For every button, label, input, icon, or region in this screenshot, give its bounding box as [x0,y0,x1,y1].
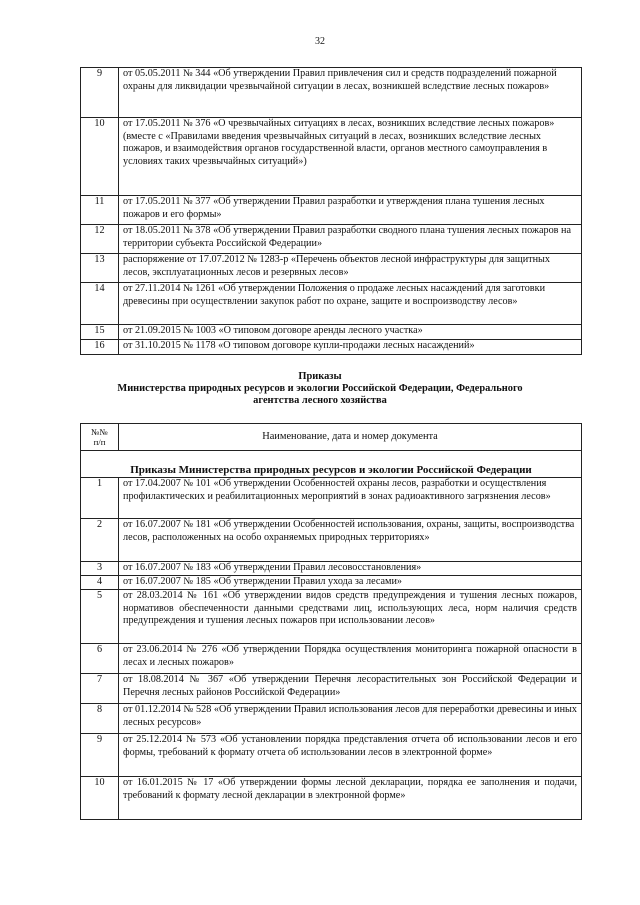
row-number: 14 [81,283,119,325]
table-row [81,283,582,325]
document-title: от 16.07.2007 № 181 «Об утверждении Особенностей использования, охраны, защиты, воспроизводства лесов, расположенных на особо охраняемых природных территориях» [119,519,582,562]
government-decrees-table [80,67,582,355]
table-row [81,704,582,734]
section-heading [0,371,640,408]
header-number-cell [81,424,119,451]
heading-line: агентства лесного хозяйства [253,395,387,407]
table-row [81,68,582,118]
table-row [81,325,582,340]
document-title: от 17.05.2011 № 376 «О чрезвычайных ситуациях в лесах, возникших вследствие лесных пожаров» (вместе с «Правилами введения чрезвычайных ситуаций в лесах, возникших вследствие лесных пожаров, и взаимодействия органов государственной власти, органов местного самоуправления в условиях таких чрезвычайных ситуаций») [119,118,582,196]
document-title: от 17.05.2011 № 377 «Об утверждении Правил разработки и утверждения плана тушения лесных пожаров и его формы» [119,196,582,225]
table-header-row [81,424,582,451]
row-number: 12 [81,225,119,254]
table-row [81,562,582,576]
table-row [81,674,582,704]
header-number-sublabel: п/п [93,437,106,447]
document-title: от 17.04.2007 № 101 «Об утверждении Особенностей охраны лесов, разработки и осуществления профилактических и реабилитационных мероприятий в зонах радиоактивного загрязнения лесов» [119,478,582,519]
document-title: от 21.09.2015 № 1003 «О типовом договоре аренды лесного участка» [119,325,582,340]
document-title: от 18.05.2011 № 378 «Об утверждении Правил разработки сводного плана тушения лесных пожаров на территории субъекта Российской Федерации» [119,225,582,254]
table-row [81,777,582,820]
table-row [81,576,582,590]
row-number: 15 [81,325,119,340]
document-title: от 27.11.2014 № 1261 «Об утверждении Положения о продаже лесных насаждений для заготовки древесины при осуществлении закупок работ по охране, защите и воспроизводству лесов» [119,283,582,325]
row-number: 16 [81,340,119,355]
document-title: от 18.08.2014 № 367 «Об утверждении Перечня лесорастительных зон Российской Федерации и Перечня лесных районов Российской Федерации» [119,674,582,704]
row-number: 1 [81,478,119,519]
document-title: от 25.12.2014 № 573 «Об установлении порядка представления отчета об использовании лесов и его формы, требований к формату отчета об использовании лесов в электронной форме» [119,734,582,777]
document-title: от 16.07.2007 № 183 «Об утверждении Правил лесовосстановления» [119,562,582,576]
table-row [81,254,582,283]
row-number: 10 [81,777,119,820]
row-number: 4 [81,576,119,590]
header-number-label: №№ [91,427,108,437]
table-row [81,340,582,355]
row-number: 5 [81,590,119,644]
row-number: 9 [81,734,119,777]
document-title: от 28.03.2014 № 161 «Об утверждении видов средств предупреждения и тушения лесных пожаров, нормативов обеспеченности данными средствами лиц, использующих леса, норм наличия средств предупреждения и тушения лесных пожаров при использовании лесов» [119,590,582,644]
row-number: 10 [81,118,119,196]
table-row [81,478,582,519]
row-number: 3 [81,562,119,576]
row-number: 6 [81,644,119,674]
document-title: от 01.12.2014 № 528 «Об утверждении Правил использования лесов для переработки древесины и иных лесных ресурсов» [119,704,582,734]
row-number: 9 [81,68,119,118]
document-title: от 16.01.2015 № 17 «Об утверждении формы лесной декларации, порядка ее заполнения и подачи, требований к формату лесной декларации в электронной форме» [119,777,582,820]
document-title: от 23.06.2014 № 276 «Об утверждении Порядка осуществления мониторинга пожарной опасности в лесах и лесных пожаров» [119,644,582,674]
heading-line: Приказы [298,371,342,382]
document-title: распоряжение от 17.07.2012 № 1283-р «Перечень объектов лесной инфраструктуры для защитных лесов, эксплуатационных лесов и резервных лесов» [119,254,582,283]
row-number: 2 [81,519,119,562]
section-title: Приказы Министерства природных ресурсов и экологии Российской Федерации [81,451,582,478]
header-title-cell: Наименование, дата и номер документа [119,424,582,451]
row-number: 13 [81,254,119,283]
row-number: 7 [81,674,119,704]
row-number: 11 [81,196,119,225]
ministry-orders-table [80,423,582,820]
document-title: от 16.07.2007 № 185 «Об утверждении Правил ухода за лесами» [119,576,582,590]
heading-line: Министерства природных ресурсов и экологии Российской Федерации, Федерального [117,383,523,395]
table-row [81,644,582,674]
document-title: от 31.10.2015 № 1178 «О типовом договоре купли-продажи лесных насаждений» [119,340,582,355]
table-row [81,118,582,196]
table-row [81,519,582,562]
document-title: от 05.05.2011 № 344 «Об утверждении Правил привлечения сил и средств подразделений пожарной охраны для ликвидации чрезвычайной ситуации в лесах, возникшей вследствие лесных пожаров» [119,68,582,118]
table-row [81,196,582,225]
table-row [81,225,582,254]
row-number: 8 [81,704,119,734]
page-number: 32 [315,36,325,47]
table-row [81,734,582,777]
table-row [81,590,582,644]
section-row [81,451,582,478]
